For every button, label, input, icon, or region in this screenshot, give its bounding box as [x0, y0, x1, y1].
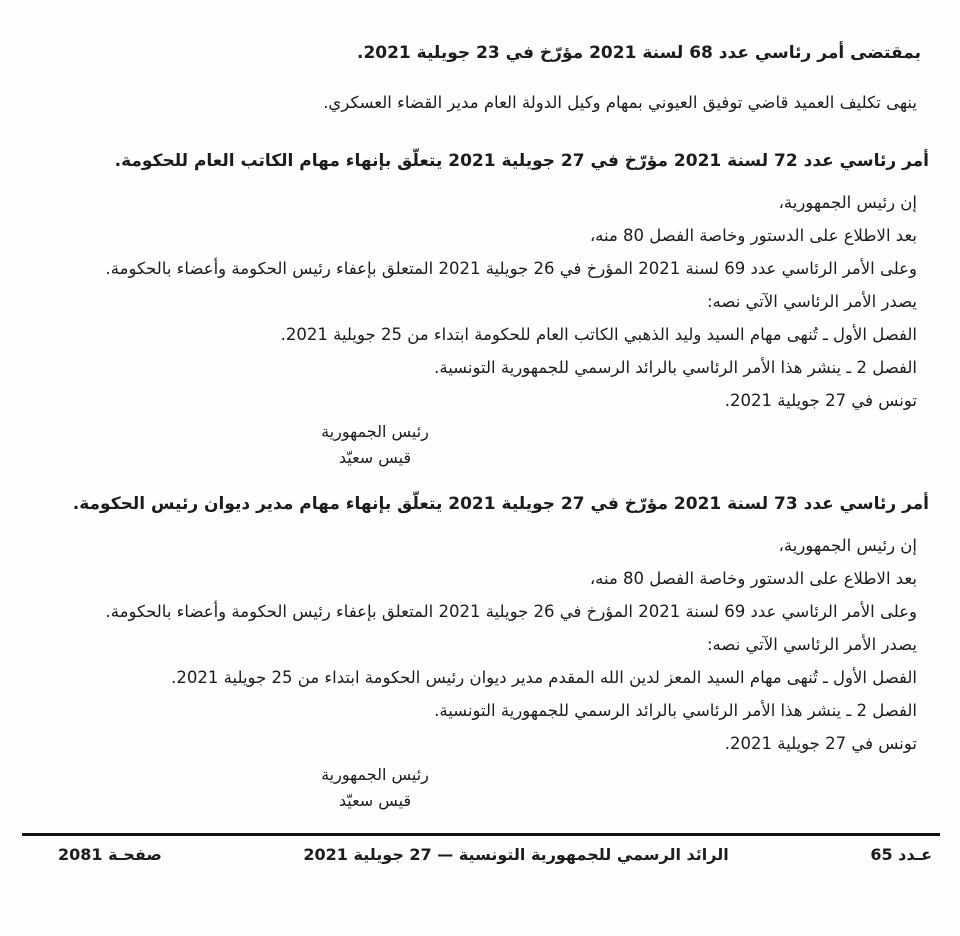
decree-73-date-line: تونس في 27 جويلية 2021.: [724, 734, 917, 753]
decree-73-article-2: الفصل 2 ـ ينشر هذا الأمر الرئاسي بالرائد الرسمي للجمهورية التونسية.: [434, 701, 917, 720]
decree-73-preamble-constitution: بعد الاطلاع على الدستور وخاصة الفصل 80 منه،: [589, 569, 917, 588]
decree-72-title: أمر رئاسي عدد 72 لسنة 2021 مؤرّخ في 27 جويلية 2021 يتعلّق بإنهاء مهام الكاتب العام للحكومة.: [114, 151, 929, 171]
section-decree-73: [25, 489, 935, 814]
signature-name: قيس سعيّد: [338, 791, 412, 810]
decree-73-enactment-clause: يصدر الأمر الرئاسي الآتي نصه:: [706, 635, 917, 654]
decree-72-preamble-order-69: وعلى الأمر الرئاسي عدد 69 لسنة 2021 المؤرخ في 26 جويلية 2021 المتعلق بإعفاء رئيس الحكومة وأعضاء بالحكومة.: [105, 259, 917, 278]
decree-73-preamble-order-69: وعلى الأمر الرئاسي عدد 69 لسنة 2021 المؤرخ في 26 جويلية 2021 المتعلق بإعفاء رئيس الحكومة وأعضاء بالحكومة.: [105, 602, 917, 621]
signature-name: قيس سعيّد: [338, 448, 412, 467]
prior-decree-reference: بمقتضى أمر رئاسي عدد 68 لسنة 2021 مؤرّخ في 23 جويلية 2021.: [356, 43, 921, 63]
decree-72-signature-block: [300, 419, 450, 471]
prior-decree-provision: ينهى تكليف العميد قاضي توفيق العيوني بمهام وكيل الدولة العام مدير القضاء العسكري.: [323, 93, 917, 112]
decree-73-signature-block: [300, 762, 450, 814]
decree-73-article-1: الفصل الأول ـ تُنهى مهام السيد المعز لدين الله المقدم مدير ديوان رئيس الحكومة ابتداء من 25 جويلية 2021.: [171, 668, 917, 687]
page-footer: [0, 833, 960, 864]
decree-72-enactment-clause: يصدر الأمر الرئاسي الآتي نصه:: [706, 292, 917, 311]
footer-divider-rule: [22, 833, 940, 836]
decree-72-preamble-constitution: بعد الاطلاع على الدستور وخاصة الفصل 80 منه،: [589, 226, 917, 245]
signature-title: رئيس الجمهورية: [321, 422, 429, 441]
decree-73-title: أمر رئاسي عدد 73 لسنة 2021 مؤرّخ في 27 جويلية 2021 يتعلّق بإنهاء مهام مدير ديوان رئيس الحكومة.: [72, 494, 929, 514]
decree-72-article-2: الفصل 2 ـ ينشر هذا الأمر الرئاسي بالرائد الرسمي للجمهورية التونسية.: [434, 358, 917, 377]
decree-73-preamble-president: إن رئيس الجمهورية،: [778, 536, 917, 555]
footer-row: [58, 845, 932, 864]
footer-issue-number: عـدد 65: [870, 845, 932, 864]
decree-72-date-line: تونس في 27 جويلية 2021.: [724, 391, 917, 410]
decree-72-article-1: الفصل الأول ـ تُنهى مهام السيد وليد الذهبي الكاتب العام للحكومة ابتداء من 25 جويلية 2021.: [280, 325, 917, 344]
section-prior-decree: [25, 40, 935, 119]
signature-title: رئيس الجمهورية: [321, 765, 429, 784]
footer-journal-title: الرائد الرسمي للجمهورية التونسية — 27 جويلية 2021: [303, 845, 729, 864]
footer-page-number: صفحـة 2081: [58, 845, 162, 864]
decree-72-preamble-president: إن رئيس الجمهورية،: [778, 193, 917, 212]
section-decree-72: [25, 146, 935, 471]
